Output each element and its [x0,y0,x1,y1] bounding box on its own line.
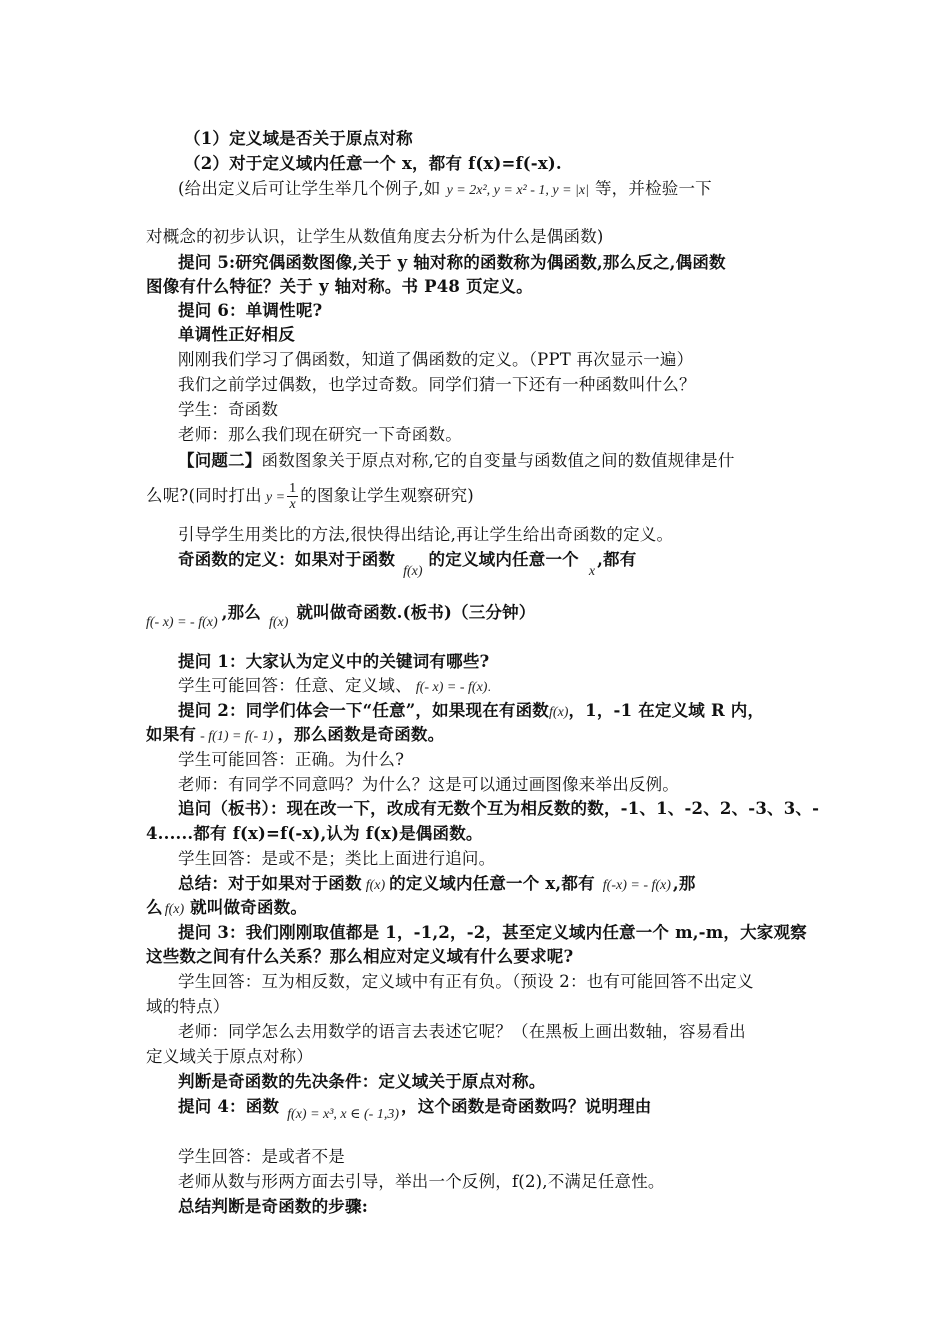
text: ,那么 [221,603,261,622]
fraction [287,481,298,512]
formula: - f(1) = f(- 1) [200,729,274,744]
text: 么呢?(同时打出 [146,486,262,505]
summary-cont [146,897,307,921]
formula: x [588,564,596,579]
follow-up-question: 追问（板书）：现在改一下，改成有无数个互为相反数的数，-1、1、-2、2、-3、3、- [178,799,820,818]
question-2-cont [146,724,444,748]
teacher-line: 老师：有同学不同意吗？为什么？这是可以通过画图像来举出反例。 [178,775,679,794]
text: 么 [146,898,163,917]
follow-up-cont: 4......都有 f(x)=f(-x),认为 f(x)是偶函数。 [146,824,483,843]
teacher-line-cont: 定义域关于原点对称） [146,1047,313,1066]
steps-summary: 总结判断是奇函数的步骤: [178,1197,368,1216]
text: 的定义域内任意一个 x,都有 [389,874,595,893]
student-answer: 学生回答：是或者不是 [178,1147,345,1166]
precondition: 判断是奇函数的先决条件：定义域关于原点对称。 [178,1072,546,1091]
formula: f(x) = x³, x ∈ (- 1,3) [287,1107,399,1122]
formula: f(- x) = - f(x) [415,680,488,695]
student-answer: 学生可能回答：正确。为什么? [178,750,405,769]
question-3-cont: 这些数之间有什么关系？那么相应对定义域有什么要求呢? [146,947,574,966]
text: 学生可能回答：任意、定义域、 [178,676,412,695]
question-5-cont: 图像有什么特征？关于 y 轴对称。书 P48 页定义。 [146,277,533,296]
question-1: 提问 1：大家认为定义中的关键词有哪些? [178,652,490,671]
text: ，1，-1 在定义域 R 内， [568,701,765,720]
student-answer-cont: 域的特点） [146,997,230,1016]
text: . [487,681,492,694]
teacher-line: 老师从数与形两方面去引导，举出一个反例，f(2),不满足任意性。 [178,1172,665,1191]
formula: f(- x) = - f(x) [146,615,218,630]
formula: f(x) [549,705,569,720]
text: ,都有 [597,550,637,569]
odd-definition [178,549,637,579]
odd-definition-cont [146,602,536,630]
text: ，那么函数是奇函数。 [277,725,445,744]
question-2 [178,700,764,724]
formula: f(x) [403,564,423,579]
teacher-line: 老师：同学怎么去用数学的语言去表述它呢？（在黑板上画出数轴，容易看出 [178,1022,746,1041]
text: 提问 2：同学们体会一下“任意”，如果现在有函数 [178,701,550,720]
problem-label: 【问题二】 [178,451,262,470]
text: 奇函数的定义：如果对于函数 [178,550,396,569]
reciprocal-line [146,481,474,512]
formula: f(x) [269,615,289,630]
student-answer: 学生回答：是或不是；类比上面进行追问。 [178,849,496,868]
text-line: 刚刚我们学习了偶函数，知道了偶函数的定义。（PPT 再次显示一遍） [178,350,694,369]
summary [178,873,696,897]
formula: y = 2x², y = x² - 1, y = |x| [446,183,589,198]
text: 如果有 [146,725,197,744]
question-4 [178,1096,652,1120]
condition-2: （2）对于定义域内任意一个 x，都有 f(x)=f(-x). [184,154,562,173]
text-line: 引导学生用类比的方法,很快得出结论,再让学生给出奇函数的定义。 [178,525,674,544]
text: 就叫做奇函数。 [190,898,308,917]
text: ，这个函数是奇函数吗？说明理由 [401,1097,652,1116]
example-line [178,178,712,202]
formula-y: y = [265,490,286,505]
formula: f(x) [164,902,185,917]
text: ,那 [672,874,696,893]
student-answer [178,675,491,699]
question-6: 提问 6：单调性呢? [178,301,323,320]
formula: f(x) [365,878,386,893]
teacher-line: 老师：那么我们现在研究一下奇函数。 [178,425,462,444]
question-3: 提问 3：我们刚刚取值都是 1，-1,2，-2，甚至定义域内任意一个 m,-m，大家观察 [178,923,807,942]
student-answer: 学生：奇函数 [178,400,279,419]
student-answer: 学生回答：互为相反数，定义域中有正有负。（预设 2：也有可能回答不出定义 [178,972,754,991]
formula: f(-x) = - f(x) [602,878,671,893]
problem-two [178,450,735,472]
text: 等，并检验一下 [594,179,712,198]
text-line: 我们之前学过偶数，也学过奇数。同学们猜一下还有一种函数叫什么？ [178,375,696,394]
text-line: 对概念的初步认识，让学生从数值角度去分析为什么是偶函数) [146,227,604,246]
text: 的图象让学生观察研究) [300,486,474,505]
denominator: x [289,497,296,512]
condition-1: （1）定义域是否关于原点对称 [184,129,413,148]
question-5: 提问 5:研究偶函数图像,关于 y 轴对称的函数称为偶函数,那么反之,偶函数 [178,253,726,272]
text: 总结：对于如果对于函数 [178,874,362,893]
text: 就叫做奇函数.(板书)（三分钟） [296,603,536,622]
text: 函数图象关于原点对称,它的自变量与函数值之间的数值规律是什 [261,451,735,470]
text: 的定义域内任意一个 [428,550,579,569]
numerator: 1 [289,481,297,496]
monotonicity-note: 单调性正好相反 [178,325,295,344]
text: 提问 4：函数 [178,1097,280,1116]
text: (给出定义后可让学生举几个例子,如 [178,179,441,198]
